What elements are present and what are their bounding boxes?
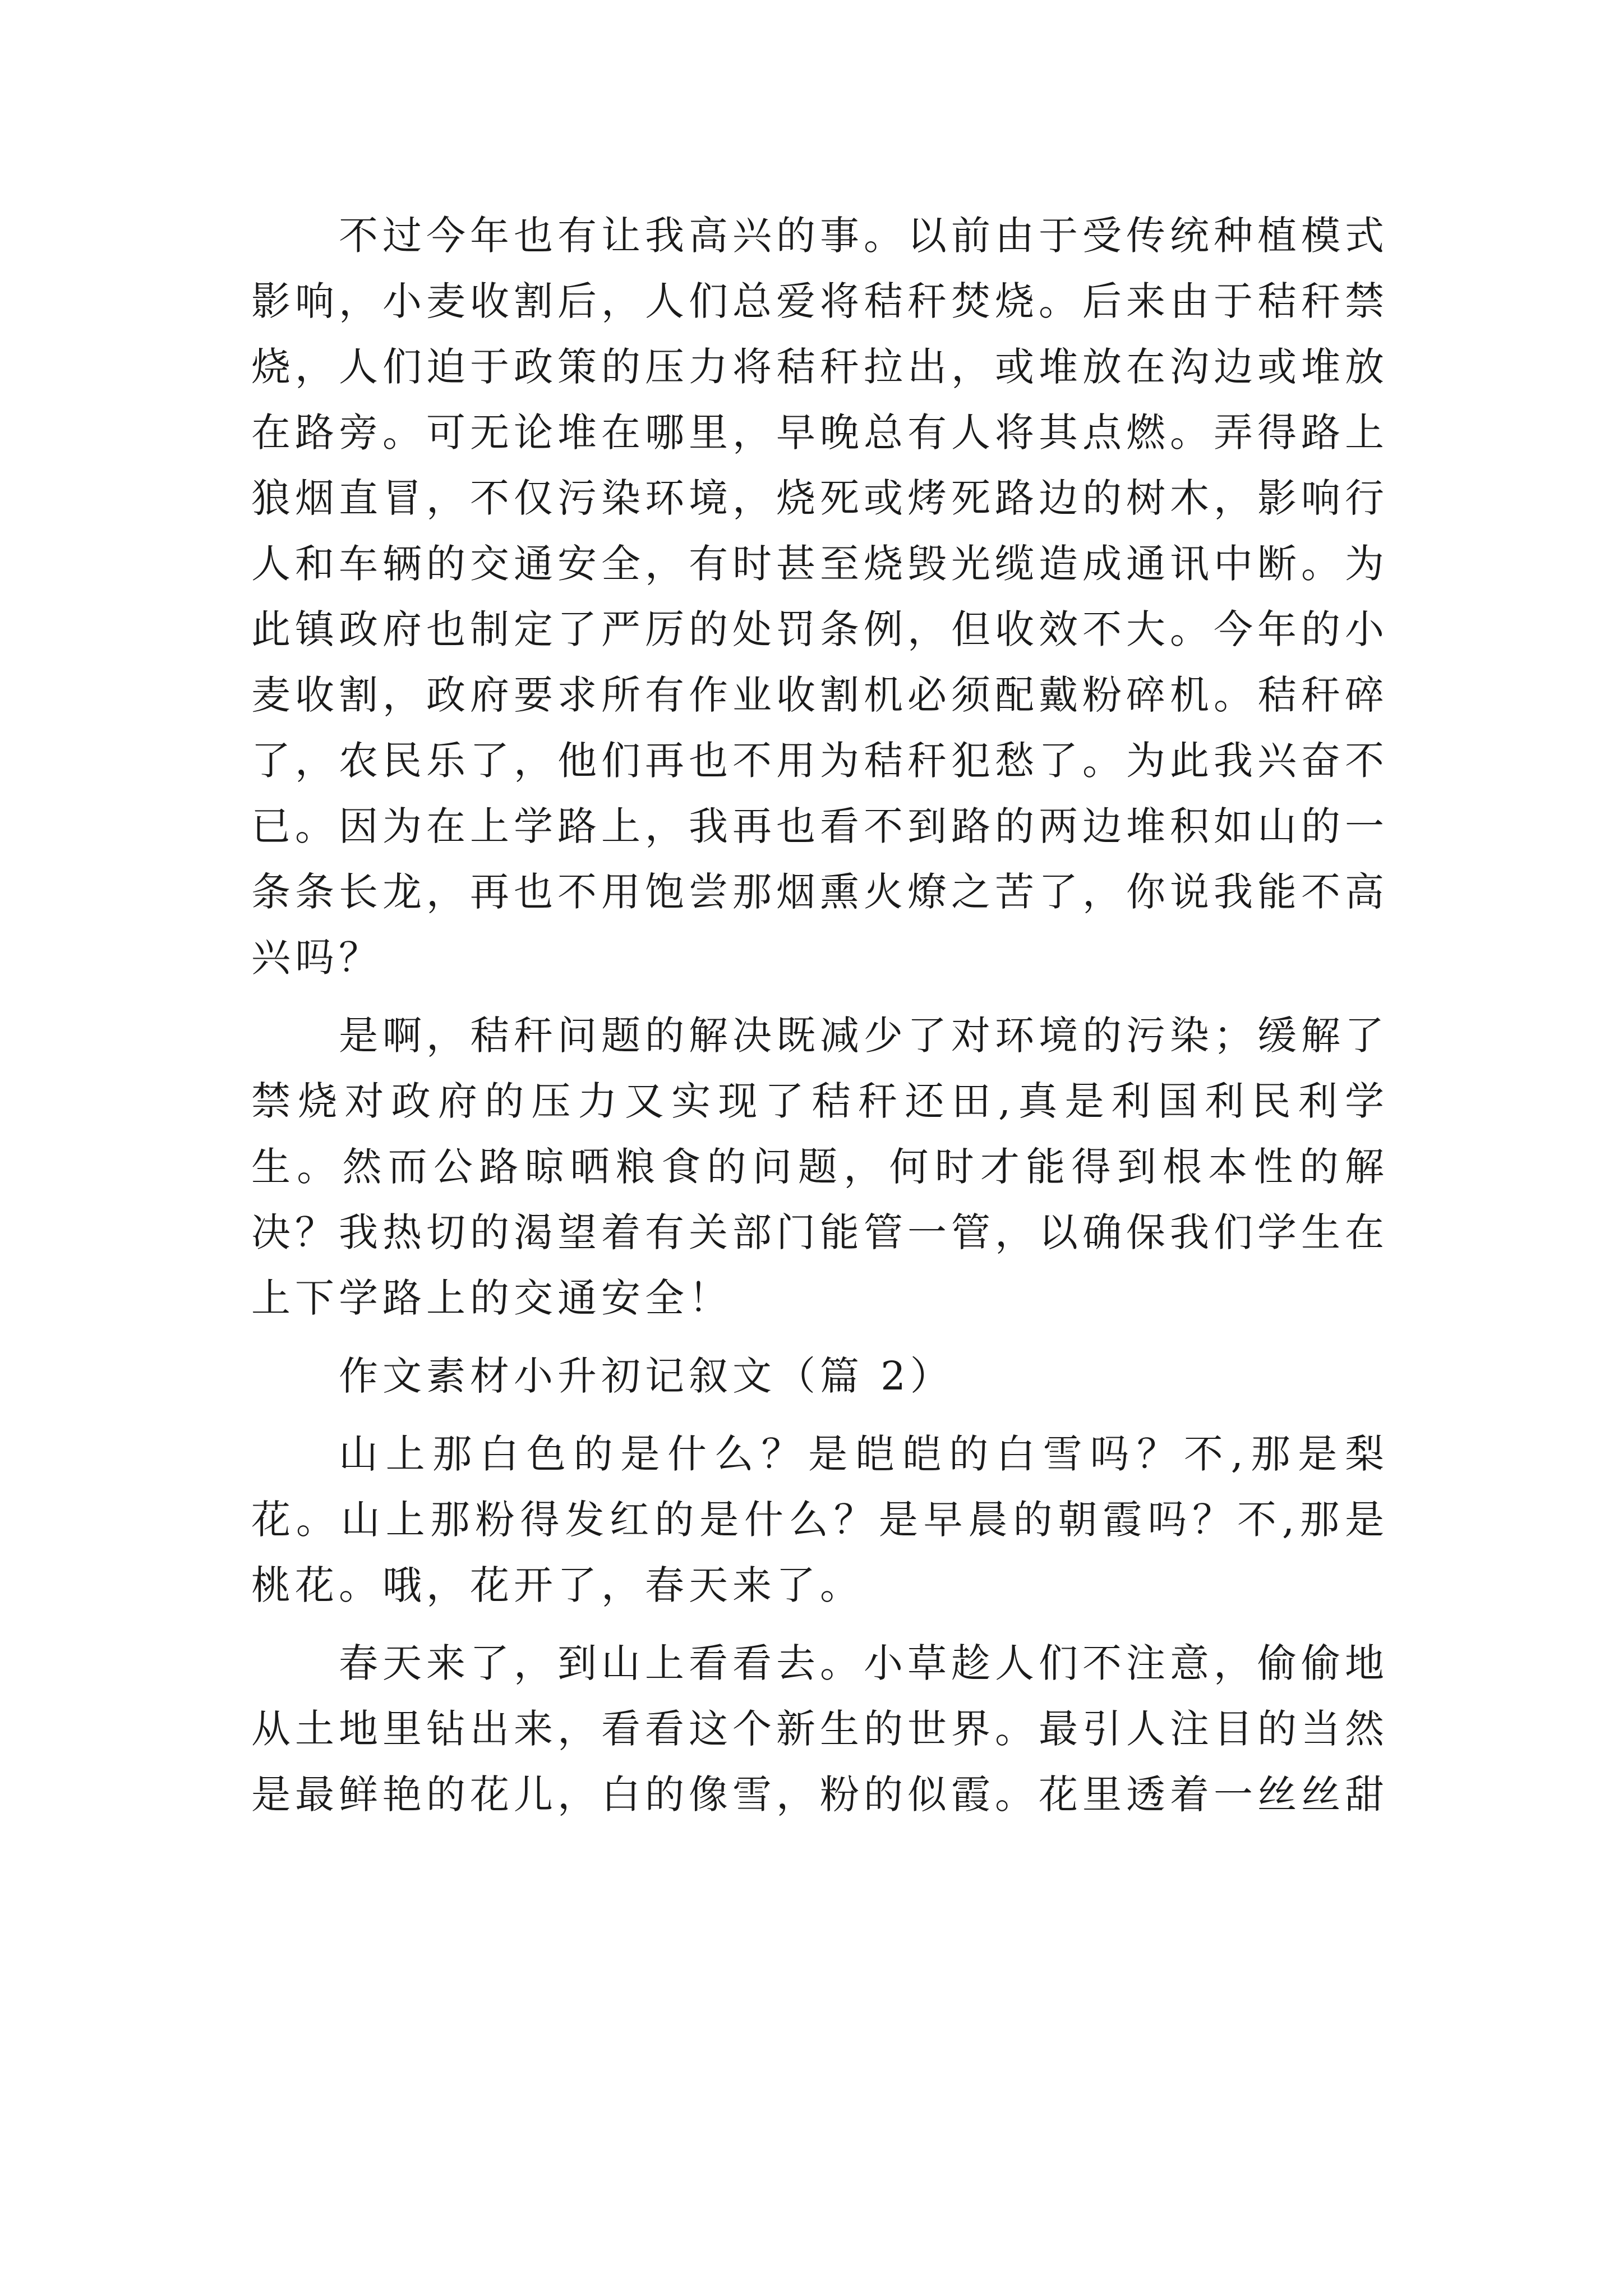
paragraph-mountain-flowers: 山上那白色的是什么？是皑皑的白雪吗？不,那是梨花。山上那粉得发红的是什么？是早晨的朝霞吗？不,那是桃花。哦，花开了，春天来了。 (251, 1431, 1389, 1608)
paragraph-straw-solution: 是啊，秸秆问题的解决既减少了对环境的污染；缓解了禁烧对政府的压力又实现了秸秆还田,真是利国利民利学生。然而公路晾晒粮食的问题，何时才能得到根本性的解决？我热切的渴望着有关部门能管一管，以确保我们学生在上下学路上的交通安全！ (251, 1013, 1389, 1321)
section-heading: 作文素材小升初记叙文（篇 2） (339, 1353, 954, 1399)
paragraph-straw-burning: 不过今年也有让我高兴的事。以前由于受传统种植模式影响，小麦收割后，人们总爱将秸秆焚烧。后来由于秸秆禁烧，人们迫于政策的压力将秸秆拉出，或堆放在沟边或堆放在路旁。可无论堆在哪里，早晚总有人将其点燃。弄得路上狼烟直冒，不仅污染环境，烧死或烤死路边的树木，影响行人和车辆的交通安全，有时甚至烧毁光缆造成通讯中断。为此镇政府也制定了严厉的处罚条例，但收效不大。今年的小麦收割，政府要求所有作业收割机必须配戴粉碎机。秸秆碎了，农民乐了，他们再也不用为秸秆犯愁了。为此我兴奋不已。因为在上学路上，我再也看不到路的两边堆积如山的一条条长龙，再也不用饱尝那烟熏火燎之苦了，你说我能不高兴吗？ (251, 213, 1389, 981)
paragraph-spring-arrives: 春天来了，到山上看看去。小草趁人们不注意，偷偷地从土地里钻出来，看看这个新生的世界。最引人注目的当然是最鲜艳的花儿，白的像雪，粉的似霞。花里透着一丝丝甜 (251, 1640, 1389, 1818)
document-body (251, 203, 1389, 1840)
